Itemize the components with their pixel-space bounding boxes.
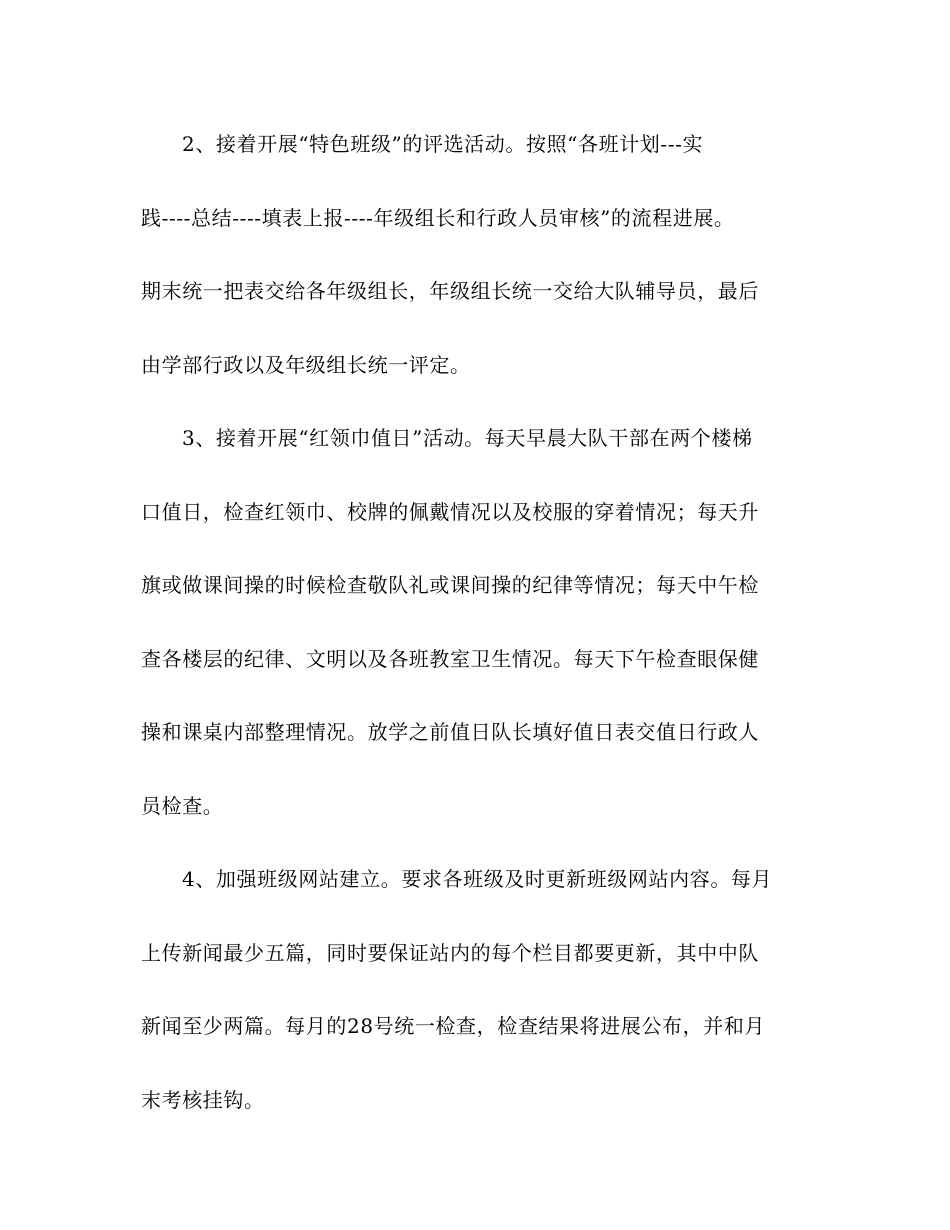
text-line: 员检查。 (141, 793, 224, 818)
text-line: 4、加强班级网站建立。要求各班级及时更新班级网站内容。每月 (182, 867, 773, 891)
text-line: 口值日，检查红领巾、校牌的佩戴情况以及校服的穿着情况；每天升 (141, 499, 759, 524)
text-line: 末考核挂钩。 (141, 1087, 265, 1112)
text-line: 践----总结----填表上报----年级组长和行政人员审核”的流程进展。 (141, 205, 735, 230)
text-line: 期末统一把表交给各年级组长，年级组长统一交给大队辅导员，最后 (141, 279, 759, 303)
text-line: 操和课桌内部整理情况。放学之前值日队长填好值日表交值日行政人 (141, 720, 759, 744)
text-line: 查各楼层的纪律、文明以及各班教室卫生情况。每天下午检查眼保健 (141, 646, 759, 671)
body-text (141, 124, 809, 1153)
text-line: 3、接着开展“红领巾值日”活动。每天早晨大队干部在两个楼梯 (182, 426, 753, 450)
text-line: 新闻至少两篇。每月的28号统一检查，检查结果将进展公布，并和月 (141, 1014, 766, 1038)
text-line: 2、接着开展“特色班级”的评选活动。按照“各班计划---实 (182, 132, 704, 156)
text-line: 旗或做课间操的时候检查敬队礼或课间操的纪律等情况；每天中午检 (141, 573, 759, 597)
text-line: 由学部行政以及年级组长统一评定。 (141, 352, 471, 377)
text-line: 上传新闻最少五篇，同时要保证站内的每个栏目都要更新，其中中队 (141, 940, 759, 965)
